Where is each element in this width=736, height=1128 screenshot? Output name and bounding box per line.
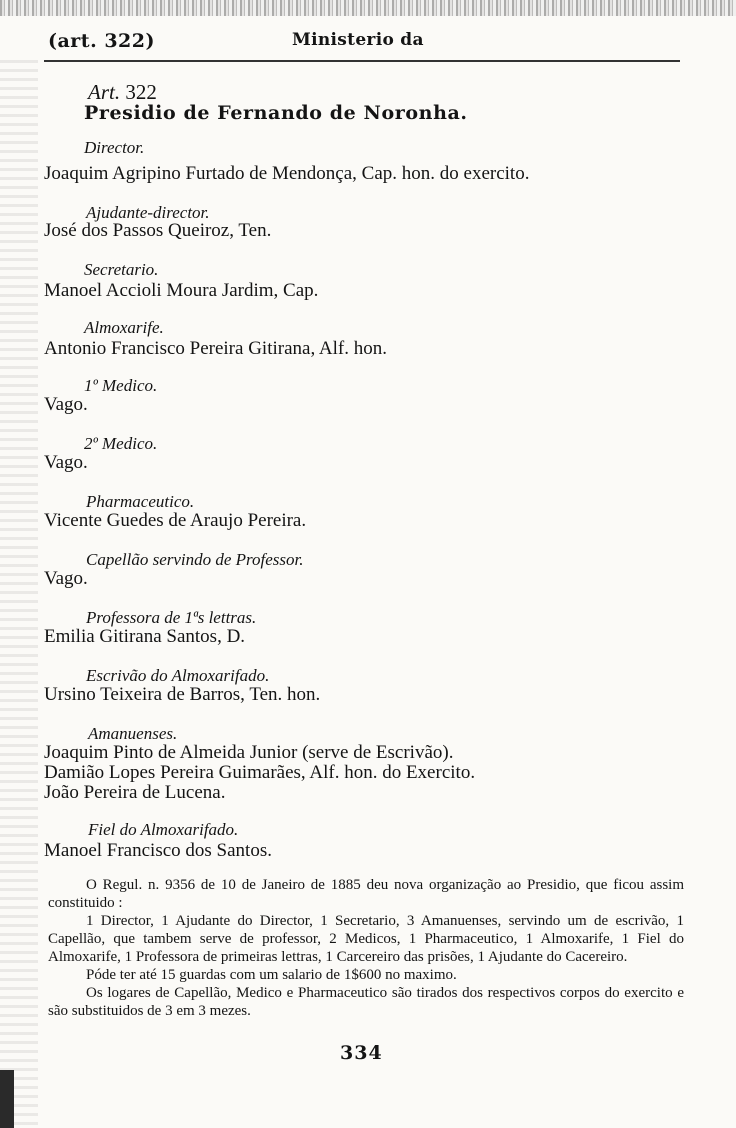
name-amanuense-3: João Pereira de Lucena. [44,782,226,803]
role-pharmaceutico: Pharmaceutico. [86,492,195,511]
running-head: Ministerio da [292,30,424,50]
notes-block [48,876,684,1020]
article-label: Art. [88,80,121,104]
role-segundo-medico: 2º Medico. [84,434,158,453]
role-escrivao: Escrivão do Almoxarifado. [86,666,270,685]
article-title: Presidio de Fernando de Noronha. [84,102,468,124]
note-paragraph: O Regul. n. 9356 de 10 de Janeiro de 1885 deu nova organização ao Presidio, que ficou assim constituido : [48,877,684,911]
scan-binding-shadow [0,1070,14,1128]
role-primeiro-medico: 1º Medico. [84,376,158,395]
role-professora: Professora de 1ªs lettras. [86,608,257,627]
name-segundo-medico: Vago. [44,452,88,473]
name-capellao: Vago. [44,568,88,589]
name-ajudante-director: José dos Passos Queiroz, Ten. [44,220,272,241]
name-amanuense-2: Damião Lopes Pereira Guimarães, Alf. hon. do Exercito. [44,762,476,783]
role-director: Director. [84,138,145,157]
name-pharmaceutico: Vicente Guedes de Araujo Pereira. [44,510,307,531]
role-almoxarife: Almoxarife. [84,318,164,337]
name-almoxarife: Antonio Francisco Pereira Gitirana, Alf. hon. [44,338,387,359]
note-paragraph: Os logares de Capellão, Medico e Pharmaceutico são tirados dos respectivos corpos do exercito e são substituidos de 3 em 3 mezes. [48,985,684,1019]
name-fiel-almoxarifado: Manoel Francisco dos Santos. [44,840,272,861]
name-professora: Emilia Gitirana Santos, D. [44,626,246,647]
scan-left-edge [0,60,38,1128]
name-director: Joaquim Agripino Furtado de Mendonça, Cap. hon. do exercito. [44,163,530,184]
role-amanuenses: Amanuenses. [88,724,178,743]
role-secretario: Secretario. [84,260,159,279]
name-escrivao: Ursino Teixeira de Barros, Ten. hon. [44,684,321,705]
note-paragraph: 1 Director, 1 Ajudante do Director, 1 Secretario, 3 Amanuenses, servindo um de escrivão, 1 Capellão, que tambem serve de professor, 2 Medicos, 1 Pharmaceutico, 1 Almoxarife, 1 Fiel do Almoxarife, 1 Professora de primeiras lettras, 1 Carcereiro das prisões, 1 Ajudante do Cacereiro. [48,913,684,965]
name-secretario: Manoel Accioli Moura Jardim, Cap. [44,280,319,301]
role-ajudante-director: Ajudante-director. [86,203,210,222]
name-amanuense-1: Joaquim Pinto de Almeida Junior (serve de Escrivão). [44,742,454,763]
article-number-value: 322 [125,80,157,104]
scan-top-strip [0,0,736,16]
role-capellao: Capellão servindo de Professor. [86,550,304,569]
header-rule [44,60,680,62]
note-paragraph: Póde ter até 15 guardas com um salario de 1$600 no maximo. [86,967,457,983]
role-fiel-almoxarifado: Fiel do Almoxarifado. [88,820,239,839]
article-reference: (art. 322) [48,30,155,52]
page-number: 334 [340,1042,383,1064]
name-primeiro-medico: Vago. [44,394,88,415]
